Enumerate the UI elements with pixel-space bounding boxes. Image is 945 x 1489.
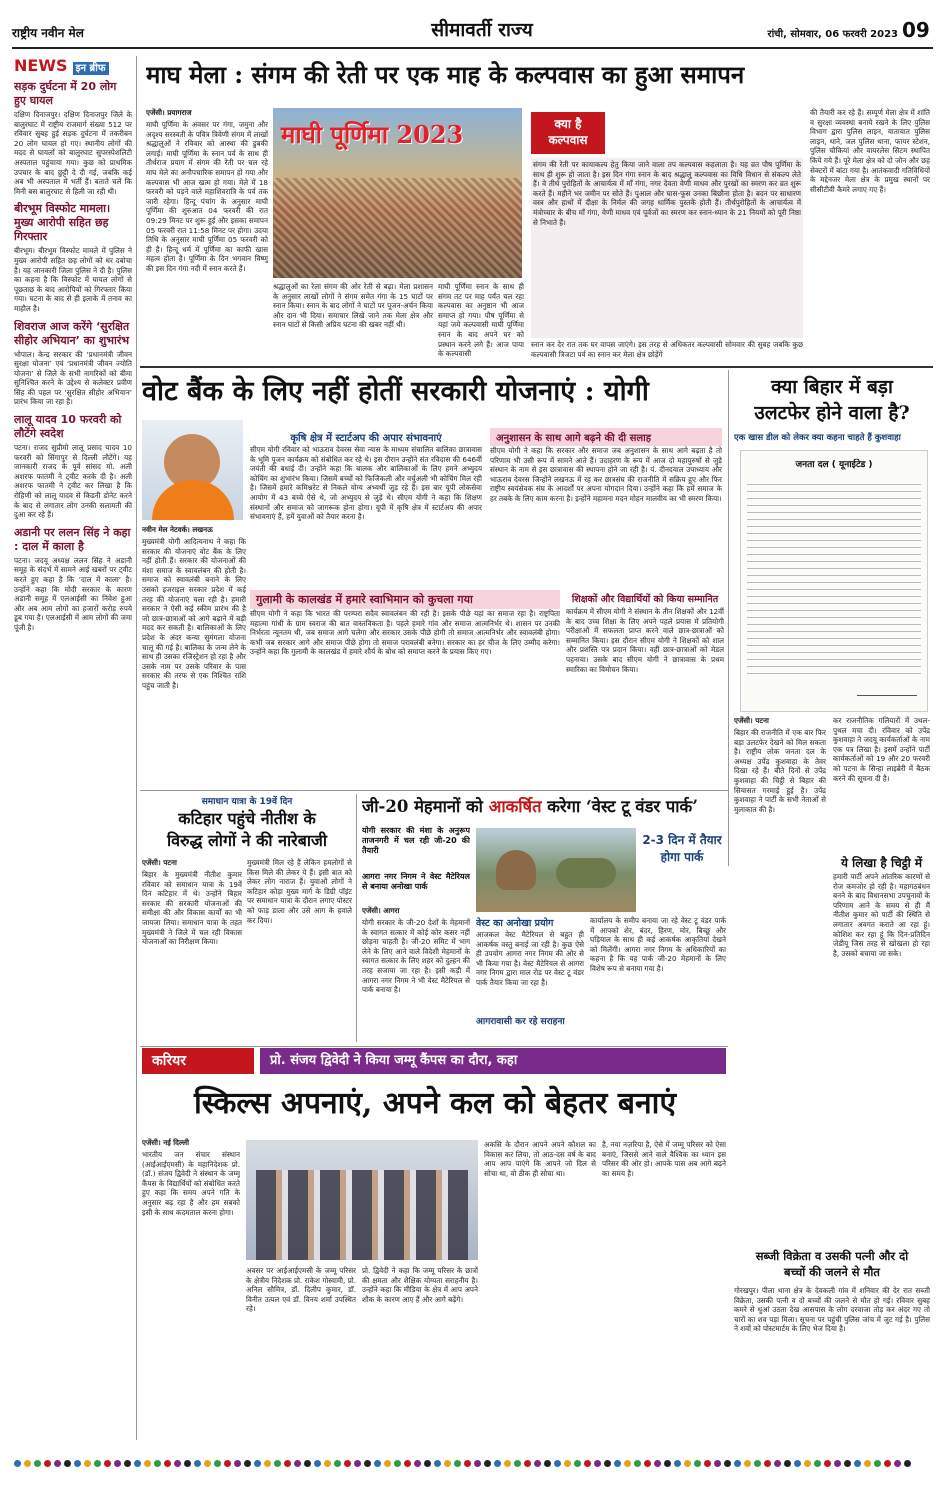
paper-name: राष्ट्रीय नवीन मेल bbox=[12, 26, 84, 40]
footer-dot bbox=[64, 1460, 71, 1467]
footer-dot bbox=[464, 1460, 471, 1467]
footer-dot bbox=[594, 1460, 601, 1467]
footer-dot bbox=[814, 1460, 821, 1467]
magh-mela-col5: की तैयारी कर रहे हैं। सम्पूर्ण मेला क्षेत्र में शांति व सुरक्षा व्यवस्था बनाये रखने के लिए पुलिस विभाग द्वारा पुलिस लाइन, यातायात पुलिस लाइन, थाने, जल पुलिस थाना, फायर स्टेशन, पुलिस चौकियां और वायरलेस सिटम स्थापित किये गये हैं। पूरे मेला क्षेत्र को दो जोन और छह सेक्टरों में बांटा गया है। आतंकवादी गतिविधियों के मद्देनजर मेला क्षेत्र के प्रमुख स्थानों पर सीसीटीवी कैमरे लगाए गए हैं। bbox=[810, 108, 930, 194]
career-col5: है, नया नज़रिया है, ऐसे में जम्मू परिसर को ऐसा बनाएं, जिससे आने वाले वैश्विक का ध्यान इस परिसर की ओर हो। आपके पास अब आगे बढ़ने का समय है। bbox=[602, 1140, 726, 1178]
magh-mela-col3: माघी पूर्णिमा स्नान के साथ ही संगम तट पर माह पर्यंत चल रहा कल्पवास का अनुष्ठान भी आज समाप्त हो गया। पौष पूर्णिमा से यहां जमे कल्पवासी माघी पूर्णिमा स्नान के बाद अपने घर को प्रस्थान करने लगे हैं। आज पाया के कल्पवासी bbox=[438, 282, 524, 359]
footer-dot bbox=[344, 1460, 351, 1467]
footer-dot bbox=[794, 1460, 801, 1467]
kalpvas-box-label: क्या है कल्पवास bbox=[531, 112, 605, 154]
footer-dot bbox=[264, 1460, 271, 1467]
footer-dot bbox=[214, 1460, 221, 1467]
footer-dot bbox=[484, 1460, 491, 1467]
footer-dot bbox=[224, 1460, 231, 1467]
career-kicker: प्रो. संजय द्विवेदी ने किया जम्मू कैंपस का दौरा, कहा bbox=[260, 1048, 726, 1074]
footer-dot bbox=[474, 1460, 481, 1467]
magh-mela-col2: श्रद्धालुओं का रेला संगम की ओर रेती से बढ़ा। मेला प्रशासन के अनुसार लाखों लोगों ने संगम समेत गंगा के 15 घाटों पर स्नान किया। स्नान के बाद लोगों ने घाटों पर पूजन-अर्चन किया और दान भी दिया। समाचार लिखे जाने तक मेला क्षेत्र और स्नान घाटों से किसी अप्रिय घटना की खबर नहीं थी। bbox=[273, 282, 433, 330]
footer-dot bbox=[634, 1460, 641, 1467]
footer-dot bbox=[664, 1460, 671, 1467]
g20-badge: 2-3 दिन में तैयार होगा पार्क bbox=[642, 833, 722, 864]
yogi-left-col: मुख्यमंत्री योगी आदित्यनाथ ने कहा कि सरकार की योजनाएं वोट बैंक के लिए नहीं होती हैं। सरकार की योजनाओं की मंशा समाज के स्वावलंबन की होती है। समाज को स्वावलंबी बनाने के लिए उसको इजराइल सरकार प्रदेश में कई तरह की योजनाएं चला रही है। हमारी सरकार ने ऐसी कई स्कीम प्रारंभ की है जो छात्र-छात्राओं को आगे बढ़ाने में बड़ी मदद कर सकती है। बालिकाओं के लिए प्रदेश के अंदर कन्या सुमंगला योजना चालू की गई है। बालिका के जन्म लेने के साथ ही उसका रजिस्ट्रेशन हो रहा है और उसके नाम पर उसके परिवार के पास सरकार की तरफ से एक निश्चित राशि पहुंच जाती है। bbox=[142, 537, 246, 690]
bihar-box-body: हमारी पार्टी अपने आंतरिक कारणों से रोज कमजोर हो रही है। महागठबंधन बनने के बाद विधानसभा उपचुनावों के परिणाम आने के समय से ही मैं नीतीश कुमार को पार्टी की स्थिति से लगातार अवगत कराते आ रहा हूं। कोशिश कर रहा हूं कि दिन-प्रतिदिन जेडीयू जिस तरह से खोखला हो रहा है, उसको बचाया जा सके। bbox=[833, 872, 930, 958]
footer-dot bbox=[354, 1460, 361, 1467]
news-brief-title: सड़क दुर्घटना में 20 लोग हुए घायल bbox=[14, 80, 117, 107]
footer-dot bbox=[544, 1460, 551, 1467]
letter-head: जनता दल ( यूनाईटेड ) bbox=[795, 460, 873, 470]
news-brief-item bbox=[14, 202, 132, 313]
footer-dot bbox=[24, 1460, 31, 1467]
magh-mela-col4b: स्नान कर देर रात तक घर वापस जाएंगे। इस तरह से अधिकतर कल्पवासी सोमवार की सुबह जबकि कुछ कल्पवासी त्रिजटा पर्व का स्नान कर मेला क्षेत्र छोड़ेंगे bbox=[531, 340, 803, 359]
g20-col1: योगी सरकार के जी-20 देशों के मेहमानों के स्वागत सत्कार में कोई कोर कसर नहीं छोड़ना चाहती है। जी-20 समिट में भाग लेने के लिए आने वाले विदेशी मेहमानों के स्वागत सत्कार के लिए शहर को दुल्हन की तरह सजाया जा रहा है। इसी कड़ी में आगरा नगर निगम ने भी वेस्ट मैटेरियल से पार्क बनाया है। bbox=[362, 918, 470, 995]
section-title: सीमावर्ती राज्य bbox=[431, 19, 533, 41]
career-byline: एजेंसी। नई दिल्ली bbox=[142, 1138, 189, 1147]
footer-dot bbox=[54, 1460, 61, 1467]
footer-dot bbox=[384, 1460, 391, 1467]
footer-dot bbox=[644, 1460, 651, 1467]
news-brief-list bbox=[14, 80, 132, 633]
bihar-col1: बिहार की राजनीति में एक बार फिर बड़ा उलटफेर देखने को मिल सकता है। राष्ट्रीय लोक जनता दल के अध्यक्ष उपेंद्र कुशवाहा के तेवर दिखा रहे हैं। बीते दिनों से उपेंद्र कुशवाहा की चिट्ठी से बिहार की सियासत गरमाई हुई है। उपेंद्र कुशवाहा ने पार्टी के सभी नेताओं से मुलाकात की है। bbox=[734, 728, 826, 814]
footer-dot bbox=[844, 1460, 851, 1467]
footer-dot bbox=[184, 1460, 191, 1467]
footer-dot bbox=[654, 1460, 661, 1467]
footer-dot bbox=[74, 1460, 81, 1467]
footer-dot bbox=[514, 1460, 521, 1467]
career-col4: अकसि के दौरान आपने अपने कौशल का विकास कर लिया, तो आठ-दस वर्ष के बाद आप आप पाएंगे कि आपने जो दिल से सोचा था, वो ठीक ही सोचा था। bbox=[484, 1140, 596, 1178]
footer-color-strip bbox=[14, 1452, 931, 1466]
nitish-headline-l1: कटिहार पहुंचे नीतीश के bbox=[178, 809, 316, 828]
kumbh-photo bbox=[273, 108, 522, 278]
footer-dot bbox=[584, 1460, 591, 1467]
letter-lines bbox=[747, 478, 921, 678]
footer-dot bbox=[704, 1460, 711, 1467]
jdu-letter bbox=[740, 450, 928, 712]
footer-dot bbox=[904, 1460, 911, 1467]
news-brief-body: बीरभूम। बीरभूम विस्फोट मामले में पुलिस ने मुख्य आरोपी सहित छह लोगों को धर दबोचा है। यह जानकारी जिला पुलिस ने दी है। पुलिस का कहना है कि विस्फोट में घायल लोगों से पूछताछ के बाद आरोपियों को गिरफ्तार किया गया। घटना के बाद से ही इलाके में तनाव का माहौल है। bbox=[14, 246, 132, 313]
footer-dot bbox=[434, 1460, 441, 1467]
career-photo bbox=[246, 1140, 478, 1260]
magh-mela-byline: एजेंसी। प्रयागराज bbox=[146, 108, 192, 117]
footer-dot bbox=[684, 1460, 691, 1467]
headline-main: संगम की रेती पर एक माह के कल्पवास का हुआ समापन bbox=[251, 60, 745, 89]
footer-dot bbox=[194, 1460, 201, 1467]
footer-dot bbox=[304, 1460, 311, 1467]
news-brief-item bbox=[14, 526, 132, 633]
vendor-headline-l1: सब्जी विक्रेता व उसकी पत्नी और दो bbox=[755, 1249, 909, 1263]
news-brief-body: पटना। जदयू अध्यक्ष ललन सिंह ने अडानी समूह के संदर्भ में सामने आई खबरों पर ट्वीट करते हुए कहा है कि ‘दाल में काला’ है। उन्होंने कहा कि मोदी सरकार के कारण अडानी समूह में एलआईसी का निवेश हुआ और अब आम लोगों का हजारों करोड़ रुपये डूब गया है। एलआईसी में आम लोगों की जमा पूंजी है। bbox=[14, 555, 132, 632]
footer-dot bbox=[714, 1460, 721, 1467]
letter-signature bbox=[857, 678, 917, 696]
footer-dot bbox=[404, 1460, 411, 1467]
yogi-headline: वोट बैंक के लिए नहीं होतीं सरकारी योजनाएं : योगी bbox=[142, 376, 649, 407]
g20-sub4: आगरावासी कर रहे सराहना bbox=[476, 1017, 565, 1027]
footer-dot bbox=[144, 1460, 151, 1467]
nitish-kicker: समाधान यात्रा के 19वें दिन bbox=[201, 797, 293, 807]
park-sculpture bbox=[556, 858, 616, 888]
photo-title: माघी पूर्णिमा 2023 bbox=[281, 120, 464, 149]
footer-dot bbox=[124, 1460, 131, 1467]
footer-dot bbox=[364, 1460, 371, 1467]
news-brief-body: भोपाल। केन्द्र सरकार की ‘प्रधानमंत्री जीवन सुरक्षा योजना’ एवं ‘प्रधानमंत्री जीवन ज्योति योजना’ से जिले के सभी नागरिकों को बीमा सुनिश्चित करने के उद्देश्य से कलेक्टर प्रवीण सिंह की पहल पर ‘सुरक्षित सीहोर अभियान’ प्रारंभ किया जा रहा है। bbox=[14, 349, 132, 407]
bihar-byline: एजेंसी। पटना bbox=[734, 716, 769, 725]
magh-mela-col4: संगम की रेती पर कायाकल्प हेतु किया जाने वाला तप कल्पवास कहलाता है। यह व्रत पौष पूर्णिमा के साथ ही शुरू हो जाता है। इस दिन गंगा स्नान के बाद श्रद्धालु कल्पवास का विधि विधान से संकल्प लेते हैं। वे तीर्थ पुरोहितों के आचार्यत्व में माँ गंगा, नगर देवता वेणी माधव और पुरखों का स्मरण कर व्रत शुरू करते हैं। महीने भर जमीन पर सोते हैं। पुआल और घास-फूस उनका बिछौना होता है। बदन पर साधारण वस्त्र और हाथों में दीक्षा के निर्मल की जगह धार्मिक पुस्तकें होती हैं। तीर्थपुरोहितों के आचार्यत्व में मंत्रोच्चार के बीच माँ गंगा, वेणी माधव एवं पूर्वजों का स्मरण कर स्नान-ध्यान के 21 नियमों को पूरी निष्ठा से निभाते हैं। bbox=[531, 158, 803, 338]
yogi-sub2-body: सीएम योगी ने कहा कि सरकार और समाज जब अनुशासन के साथ आगे बढ़ता है तो परिणाम भी उसी रूप में सामने आते हैं। उदाहरण के रूप में आज दो महापुरुषों से जुड़े संस्थान के नाम से इस छात्रावास की स्थापना होने जा रही है। पं. दीनदयाल उपाध्याय और भाऊराव देवरस जिन्होंने लखनऊ में रह कर छात्रसंघ की राजनीति में सक्रिय हुए और फिर राष्ट्रीय स्वयंसेवक संघ के आदर्शों पर अपना योगदान दिया। उन्होंने कहा कि हमें समाज के हर तबके के लिए काम करना है। इन्होंने महामना मदन मोहन मालवीय का भी स्मरण किया। bbox=[490, 446, 722, 503]
footer-dot bbox=[604, 1460, 611, 1467]
g20-headline-c: करेगा ‘वेस्ट टू वंडर पार्क’ bbox=[541, 797, 698, 816]
footer-dot bbox=[504, 1460, 511, 1467]
news-brief-item bbox=[14, 413, 132, 520]
footer-dot bbox=[724, 1460, 731, 1467]
yogi-sub4: शिक्षकों और विद्यार्थियों को किया सम्मानित bbox=[571, 594, 719, 605]
g20-col3: कार्यालय के समीप बनाया जा रहे वेस्ट टू वंडर पार्क में आपको शेर, बंदर, हिरण, मोर, बिच्छू और घड़ियाल के साथ ही कई आकर्षक आकृतियां देखने को मिलेंगी। आगरा नगर निगम के अधिकारियों का कहना है कि यह पार्क जी-20 मेहमानों के लिए विशेष रूप से बनाया गया है। bbox=[590, 916, 726, 973]
footer-dot bbox=[154, 1460, 161, 1467]
footer-dot bbox=[884, 1460, 891, 1467]
footer-dot bbox=[424, 1460, 431, 1467]
brief-label: इन ब्रीफ bbox=[73, 62, 109, 75]
dateline: रांची, सोमवार, 06 फरवरी 2023 bbox=[767, 29, 898, 40]
magh-mela-col1: माघी पूर्णिमा के अवसर पर गंगा, जमुना और अदृश्य सरस्वती के पवित्र त्रिवेणी संगम में लाखों श्रद्धालुओं ने रविवार को आस्था की डुबकी लगाई। माघी पूर्णिमा के स्नान पर्व के साथ ही तीर्थराज प्रयाग में संगम की रेती पर चल रहे माघ मेले का अनौपचारिक समापन हो गया और कल्पवास भी आज खत्म हो गया। मेले में 18 फरवरी को पड़ने वाले महाशिवरात्रि के पर्व तक जारी रहेगा। हिन्दू पंचांग के अनुसार माघी पूर्णिमा की शुरुआत 04 फरवरी की रात 09:29 मिनट पर शुरू हुई और इसका समापन 05 फरवरी रात 11:58 मिनट पर होगा। उदया तिथि के अनुसार माघी पूर्णिमा 05 फरवरी को ही है। हिन्दू धर्म में पूर्णिमा का काफी खास महत्व होता है। पूर्णिमा के दिन भगवान विष्णु की इस दिन गंगा नदी में स्नान करते हैं। bbox=[146, 120, 268, 273]
people-figures bbox=[256, 1170, 468, 1260]
footer-dot bbox=[764, 1460, 771, 1467]
g20-headline-b: आकर्षित bbox=[488, 797, 542, 816]
g20-park-photo bbox=[476, 828, 636, 912]
yogi-sub3-body: सीएम योगी ने कहा कि भारत की परम्परा सदैव स्वावलंबन की रही है। इसके पीछे यहां का समाज रहा है। राष्ट्रपिता महात्मा गांधी के ग्राम स्वराज की बात वास्तविकता है। पहले हमारे गांव और समाज आत्मनिर्भर थे। शासन पर उनकी निर्भरता न्यूनतम थी, जब समाज आगे चलेगा और सरकार उसके पीछे होगी तो समाज आत्मनिर्भर और स्वावलंबी होगा। कभी जब सरकार आगे और समाज पीछे होगा तो समाज परावलंबी बनेगा। सरकार का हर चीज के लिए उम्मीद करेगा। उन्होंने कहा कि गुलामी के कालखंड में हमारे शौर्य के बोध को समाप्त करने के प्रयास किए गए। bbox=[250, 609, 560, 657]
footer-dot bbox=[624, 1460, 631, 1467]
footer-dot bbox=[114, 1460, 121, 1467]
news-brief-item bbox=[14, 320, 132, 408]
news-brief-label bbox=[14, 56, 132, 80]
park-sculpture bbox=[496, 850, 536, 890]
footer-dot bbox=[674, 1460, 681, 1467]
career-col2: अवसर पर आईआईएमसी के जम्मू परिसर के क्षेत्रीय निदेशक प्रो. राकेश गोस्वामी, प्रो. अनिल सौमित्र, डॉ. दिलीप कुमार, डॉ. विनीत उत्पल एवं डॉ. विनय शर्मा उपस्थित रहे। bbox=[246, 1266, 356, 1314]
footer-dot bbox=[574, 1460, 581, 1467]
bihar-headline-l2: उलटफेर होने वाला है? bbox=[754, 402, 910, 424]
footer-dot bbox=[614, 1460, 621, 1467]
g20-byline: एजेंसी। आगरा bbox=[362, 906, 400, 915]
nitish-col1: बिहार के मुख्यमंत्री नीतीश कुमार रविवार को समाधान यात्रा के 19वें दिन कटिहार में थे। उन्होंने बिहार सरकार की सरकारी योजनाओं की समीक्षा की और विकास कार्यों का भी जायजा लिया। समाधान यात्रा के तहत मुख्यमंत्री ने जिले में चल रही विकास योजनाओं का निरीक्षण किया। bbox=[142, 870, 242, 947]
footer-dot bbox=[44, 1460, 51, 1467]
g20-sub: योगी सरकार की मंशा के अनुरूप ताजनगरी में चल रही जी-20 की तैयारी bbox=[362, 826, 470, 855]
footer-dot bbox=[174, 1460, 181, 1467]
yogi-sub3: गुलामी के कालखंड में हमारे स्वाभिमान को कुचला गया bbox=[250, 590, 560, 609]
career-tag: करियर bbox=[142, 1048, 254, 1074]
bihar-col2: कर राजनीतिक गलियारों में उथल-पुथल मचा दी। रविवार को उपेंद्र कुशवाहा ने जदयू कार्यकर्ताओं के नाम एक पत्र लिखा है। इसमें उन्होंने पार्टी कार्यकर्ताओं को 19 और 20 फरवरी को पटना के सिन्हा लाइब्रेरी में बैठक करने की सूचना दी है। bbox=[833, 716, 930, 783]
footer-dot bbox=[274, 1460, 281, 1467]
vendor-body: गोरखपुर। पीला थाना क्षेत्र के देवकली गांव में शनिवार की देर रात सब्जी विक्रेता, उसकी पत्नी व दो बच्चों की जलने से मौत हो गई। रविवार सुबह कमरे से धुआं उठता देख आसपास के लोग दरवाजा तोड़ कर अंदर गए तो चारों का शव पड़ा मिला। सूचना पर पहुंची पुलिस जांच में जुट गई है। पुलिस ने शवों को पोस्टमार्टम के लिए भेज दिया है। bbox=[734, 1286, 930, 1334]
news-label: NEWS bbox=[14, 56, 68, 75]
footer-dot bbox=[754, 1460, 761, 1467]
footer-dot bbox=[94, 1460, 101, 1467]
headline-prefix: माघ मेला : bbox=[146, 60, 252, 89]
g20-headline bbox=[362, 794, 728, 820]
footer-dot bbox=[734, 1460, 741, 1467]
nitish-headline-l2: विरुद्ध लोगों ने की नारेबाजी bbox=[167, 831, 327, 850]
magh-mela-headline bbox=[146, 58, 926, 92]
news-brief-title: शिवराज आज करेंगे ‘सुरक्षित सीहोर अभियान’ का शुभारंभ bbox=[14, 319, 130, 347]
footer-dot bbox=[244, 1460, 251, 1467]
footer-dot bbox=[14, 1460, 21, 1467]
yogi-sub2: अनुशासन के साथ आगे बढ़ने की दी सलाह bbox=[490, 428, 722, 446]
yogi-caption: नवीन मेल नेटवर्क। लखनऊ bbox=[142, 525, 213, 534]
news-brief-body: दक्षिण दिनाजपुर। दक्षिण दिनाजपुर जिले के बालुरघाट में राष्ट्रीय राजमार्ग संख्या 512 पर रविवार सुबह हुई सड़क दुर्घटना में तकरीबन 20 लोग घायल हो गए। स्थानीय लोगों की मदद से घायलों को बालुरघाट सुपरस्पेशलिटी अस्पताल पहुंचाया गया। कुछ को प्राथमिक उपचार के बाद छुट्टी दे दी गई, जबकि कई अब भी अस्पताल में भर्ती हैं। बताते चलें कि मिनी बस बालुरघाट से हिली जा रही थी। bbox=[14, 110, 132, 196]
footer-dot bbox=[234, 1460, 241, 1467]
footer-dot bbox=[834, 1460, 841, 1467]
news-brief-item bbox=[14, 80, 132, 196]
masthead bbox=[12, 8, 933, 48]
career-col1: भारतीय जन संचार संस्थान (आईआईएमसी) के महानिदेशक प्रो. (डॉ.) संजय द्विवेदी ने संस्थान के जम्मू कैंपस के विद्यार्थियों को संबोधित करते हुए कहा कि समय अपने गति के अनुसार बढ़ रहा है और हम सबको इसी के साथ कदमताल करना होगा। bbox=[142, 1150, 240, 1217]
footer-dot bbox=[774, 1460, 781, 1467]
footer-dot bbox=[454, 1460, 461, 1467]
footer-dot bbox=[554, 1460, 561, 1467]
news-brief-title: अडानी पर ललन सिंह ने कहा : दाल में काला है bbox=[14, 525, 131, 553]
footer-dot bbox=[254, 1460, 261, 1467]
yogi-photo bbox=[142, 420, 243, 520]
footer-dot bbox=[294, 1460, 301, 1467]
footer-dot bbox=[314, 1460, 321, 1467]
footer-dot bbox=[524, 1460, 531, 1467]
photo-crowd-texture bbox=[273, 178, 522, 278]
g20-sub3: वेस्ट का अनोखा प्रयोग bbox=[476, 918, 554, 929]
footer-dot bbox=[444, 1460, 451, 1467]
footer-dot bbox=[744, 1460, 751, 1467]
footer-dot bbox=[414, 1460, 421, 1467]
footer-dot bbox=[394, 1460, 401, 1467]
vendor-headline-l2: बच्चों की जलने से मौत bbox=[784, 1265, 880, 1279]
footer-dot bbox=[284, 1460, 291, 1467]
news-brief-title: लालू यादव 10 फरवरी को लौटेंगे स्वदेश bbox=[14, 413, 122, 441]
footer-dot bbox=[864, 1460, 871, 1467]
g20-col2: आजकल वेस्ट मैटेरियल से बहुत ही आकर्षक वस्तु बनाई जा रही है। कुछ ऐसे ही उपयोग आगरा नगर निगम की ओर से भी किया गया है। वेस्ट मैटेरियल से आगरा नगर निगम द्वारा माल रोड पर वेस्ट टू वंडर पार्क तैयार किया जा रहा है। bbox=[476, 930, 584, 987]
g20-headline-a: जी-20 मेहमानों को bbox=[362, 797, 489, 816]
footer-dot bbox=[104, 1460, 111, 1467]
footer-dot bbox=[694, 1460, 701, 1467]
footer-dot bbox=[854, 1460, 861, 1467]
footer-dot bbox=[134, 1460, 141, 1467]
bihar-subhead: एक खास डील को लेकर क्या कहना चाहते हैं कुशवाहा bbox=[734, 433, 901, 443]
footer-dot bbox=[804, 1460, 811, 1467]
footer-dot bbox=[824, 1460, 831, 1467]
footer-dot bbox=[494, 1460, 501, 1467]
footer-dot bbox=[334, 1460, 341, 1467]
career-headline: स्किल्स अपनाएं, अपने कल को बेहतर बनाएं bbox=[193, 1086, 677, 1121]
footer-dot bbox=[84, 1460, 91, 1467]
yogi-robe bbox=[152, 480, 234, 520]
footer-dot bbox=[894, 1460, 901, 1467]
bihar-box-title: ये लिखा है चिट्ठी में bbox=[840, 856, 923, 870]
bihar-headline-l1: क्या बिहार में बड़ा bbox=[771, 376, 893, 398]
footer-dot bbox=[534, 1460, 541, 1467]
footer-dot bbox=[34, 1460, 41, 1467]
nitish-byline: एजेंसी। पटना bbox=[142, 858, 177, 867]
yogi-sub4-body: कार्यक्रम में सीएम योगी ने संस्थान के तीन शिक्षकों और 12वीं के बाद उच्च शिक्षा के लिए अपने पहले प्रयास में प्रतियोगी परीक्षाओं में सफलता प्राप्त करने वाले छात्र-छात्राओं को सम्मानित किया। इस दौरान सीएम योगी ने शिक्षकों को शाल और प्रशस्ति पत्र प्रदान किया। वहीं छात्र-छात्राओं को मेडल पहनाया। उसके बाद सीएम योगी ने छात्रावास के प्रथम स्मारिका का विमोचन किया। bbox=[566, 607, 724, 674]
news-brief-title: बीरभूम विस्फोट मामला। मुख्य आरोपी सहित छह गिरफ्तार bbox=[14, 202, 111, 244]
news-brief-body: पटना। राजद सुप्रीमो लालू प्रसाद यादव 10 फरवरी को सिंगापुर से दिल्ली लौटेंगे। यह जानकारी राजद के पूर्व सांसद मो. अली अशरफ फातमी ने ट्वीट करके दी है। अली अशरफ फातमी ने ट्वीट कर लिखा है कि रोहिणी को लालू यादव से किडनी डोनेट करने के बाद से लगातार लोग उनकी सलामती की दुआ कर रहे हैं। bbox=[14, 443, 132, 520]
news-brief-column bbox=[14, 56, 132, 1440]
nitish-col2: मुख्यमंत्री मिल रहे हैं लेकिन हमलोगों से किस मिले की लेकर ये हैं। इसी बात को लेकर लोग नाराज हैं। युवाओं लोगों ने कटिहार कोड़ा मुख्य मार्ग के डिग्री पॉइंट पर समाधान यात्रा के दौरान लगाए पोस्टर को फाड़ डाला और उसे आग के हवाले कर दिया। bbox=[247, 858, 352, 925]
yogi-sub1: कृषि क्षेत्र में स्टार्टअप की अपार संभावनाएं bbox=[290, 433, 442, 444]
career-col3: प्रो. द्विवेदी ने कहा कि जम्मू परिसर के छात्रों की क्षमता और शैक्षिक योग्यता सराहनीय है। उन्होंने कहा कि मीडिया के क्षेत्र में आप अपने शौक के कारण आए हैं और आगे बढ़ेंगे। bbox=[362, 1266, 478, 1304]
footer-dot bbox=[874, 1460, 881, 1467]
yogi-sub1-body: सीएम योगी रविवार को भाऊराव देवरस सेवा न्यास के माध्यम संचालित बालिका छात्रावास के भूमि पूजन कार्यक्रम को संबोधित कर रहे थे। इस दौरान उन्होंने संत रविदास की 646वीं जयंती की बधाई दी। उन्होंने कहा कि बालक और बालिकाओं के लिए हमने अभ्युदय कोचिंग का शुभारंभ किया। जिसमें बच्चों को फिजिकली और वर्चुअली भी कोचिंग मिल रही है। जिसमें हमारे कमिश्नरेट से निकले योग्य अभ्यर्थी जुड़ रहे हैं। इस बार यूपी लोकसेवा आयोग में 43 बच्चे ऐसे थे, जो अभ्युदय से जुड़े थे। सीएम योगी ने कहा कि शिक्षण संस्थानों और समाज को जागरूक होना होगा। यूपी में कृषि क्षेत्र में स्टार्टअप की अपार संभावनाएं हैं, हमें युवाओं को तैयार करना है। bbox=[250, 445, 482, 522]
g20-sub2: आगरा नगर निगम ने वेस्ट मैटेरियल से बनाया अनोखा पार्क bbox=[362, 872, 470, 891]
footer-dot bbox=[204, 1460, 211, 1467]
page-number: 09 bbox=[902, 18, 930, 42]
footer-dot bbox=[164, 1460, 171, 1467]
footer-dot bbox=[564, 1460, 571, 1467]
footer-dot bbox=[784, 1460, 791, 1467]
footer-dot bbox=[374, 1460, 381, 1467]
footer-dot bbox=[324, 1460, 331, 1467]
